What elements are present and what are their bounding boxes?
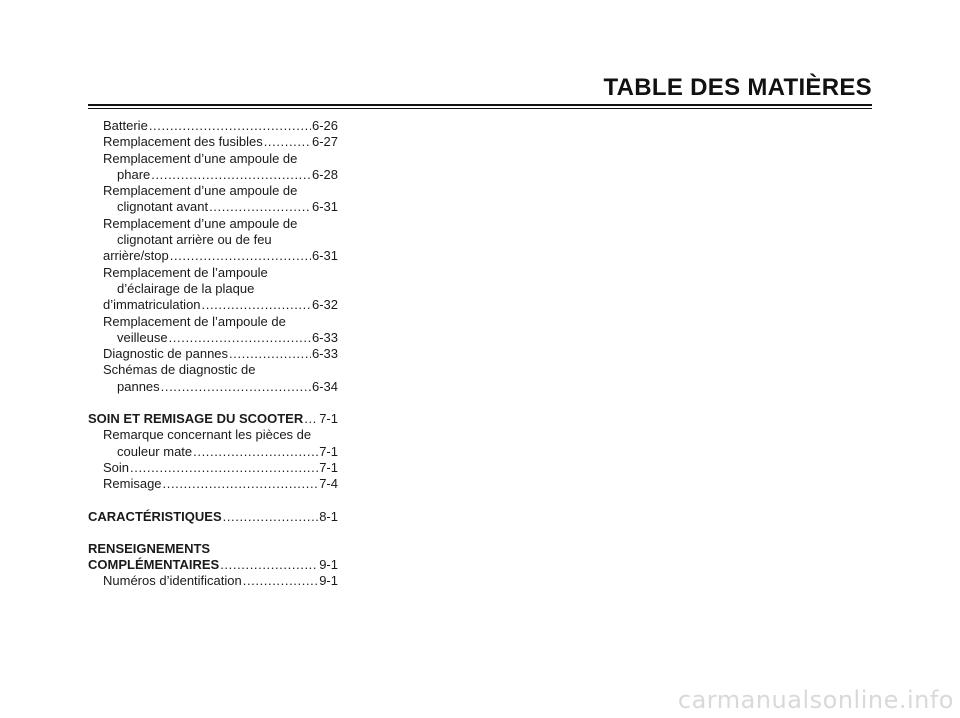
- toc-label: d’immatriculation: [103, 297, 201, 313]
- table-of-contents: [88, 118, 338, 590]
- toc-label: Diagnostic de pannes: [103, 346, 229, 362]
- toc-entry-remisage[interactable]: [88, 476, 338, 492]
- header-rule-thin: [88, 108, 872, 109]
- toc-label: phare: [117, 166, 151, 182]
- toc-page-number: 6-32: [311, 297, 338, 313]
- toc-leader: [163, 476, 319, 492]
- watermark: carmanualsonline.info: [677, 686, 954, 714]
- toc-leader: [243, 573, 318, 589]
- toc-section-caracteristiques[interactable]: [88, 509, 338, 525]
- toc-page-number: 6-27: [311, 134, 338, 150]
- toc-label: Remplacement de l’ampoule de: [103, 313, 286, 329]
- toc-label: Remplacement d’une ampoule de: [103, 183, 298, 199]
- toc-entry-veilleuse[interactable]: [88, 314, 338, 347]
- toc-label: Remplacement d’une ampoule de: [103, 150, 298, 166]
- toc-section-label: SOIN ET REMISAGE DU SCOOTER: [88, 411, 304, 427]
- toc-section-label: RENSEIGNEMENTS: [88, 540, 211, 556]
- toc-label: clignotant arrière ou de feu: [117, 232, 272, 248]
- toc-entry-clignotant-arriere[interactable]: [88, 216, 338, 265]
- toc-label: Remisage: [103, 476, 162, 492]
- toc-page-number: 9-1: [319, 573, 338, 589]
- toc-leader: [264, 134, 311, 150]
- toc-entry-clignotant-avant[interactable]: [88, 183, 338, 216]
- toc-page-number: 7-1: [319, 459, 338, 475]
- toc-page-number: 6-31: [311, 248, 338, 264]
- toc-label: Batterie: [103, 118, 148, 133]
- toc-label: veilleuse: [117, 329, 168, 345]
- toc-page-number: 8-1: [319, 508, 338, 524]
- toc-leader: [130, 460, 318, 476]
- toc-leader: [304, 411, 318, 427]
- toc-section-soin[interactable]: [88, 411, 338, 427]
- toc-leader: [209, 199, 311, 215]
- toc-label: couleur mate: [117, 443, 193, 459]
- toc-label: Remplacement de l’ampoule: [103, 264, 268, 280]
- toc-label: pannes: [117, 378, 160, 394]
- toc-leader: [223, 509, 319, 525]
- toc-page-number: 6-34: [311, 378, 338, 394]
- toc-page-number: 6-26: [311, 118, 338, 133]
- toc-page-number: 7-4: [319, 476, 338, 492]
- toc-label: Numéros d’identification: [103, 573, 242, 589]
- toc-entry-remarque[interactable]: [88, 427, 338, 460]
- toc-entry-soin[interactable]: [88, 460, 338, 476]
- toc-page-number: 7-1: [319, 443, 338, 459]
- toc-entry-diagnostic[interactable]: [88, 346, 338, 362]
- toc-entry-batterie[interactable]: [88, 118, 338, 134]
- toc-label: Remplacement des fusibles: [103, 134, 263, 150]
- toc-page-number: 6-28: [311, 166, 338, 182]
- toc-page-number: 6-33: [311, 329, 338, 345]
- toc-page-number: 9-1: [319, 557, 338, 573]
- toc-label: Schémas de diagnostic de: [103, 362, 256, 378]
- toc-page-number: 6-31: [311, 199, 338, 215]
- page-title: TABLE DES MATIÈRES: [603, 74, 872, 101]
- toc-leader: [161, 379, 311, 395]
- toc-section-label: CARACTÉRISTIQUES: [88, 508, 222, 524]
- toc-label: Remarque concernant les pièces de: [103, 427, 312, 443]
- toc-leader: [169, 330, 311, 346]
- toc-leader: [149, 118, 311, 134]
- toc-section-label: COMPLÉMENTAIRES: [88, 557, 220, 573]
- toc-entry-numeros[interactable]: [88, 573, 338, 589]
- toc-leader: [151, 167, 311, 183]
- header-rule: [88, 104, 872, 106]
- toc-label: Remplacement d’une ampoule de: [103, 215, 298, 231]
- toc-entry-schemas[interactable]: [88, 362, 338, 395]
- toc-leader: [193, 444, 318, 460]
- toc-label: clignotant avant: [117, 199, 209, 215]
- toc-entry-fusibles[interactable]: [88, 134, 338, 150]
- toc-leader: [229, 346, 311, 362]
- toc-leader: [170, 248, 311, 264]
- toc-label: Soin: [103, 459, 130, 475]
- toc-leader: [202, 297, 311, 313]
- toc-page-number: 7-1: [319, 411, 338, 427]
- toc-label: arrière/stop: [103, 248, 169, 264]
- toc-section-renseignements[interactable]: [88, 541, 338, 574]
- toc-page-number: 6-33: [311, 346, 338, 362]
- toc-entry-phare[interactable]: [88, 151, 338, 184]
- toc-leader: [220, 557, 318, 573]
- toc-label: d’éclairage de la plaque: [117, 280, 255, 296]
- toc-entry-plaque[interactable]: [88, 265, 338, 314]
